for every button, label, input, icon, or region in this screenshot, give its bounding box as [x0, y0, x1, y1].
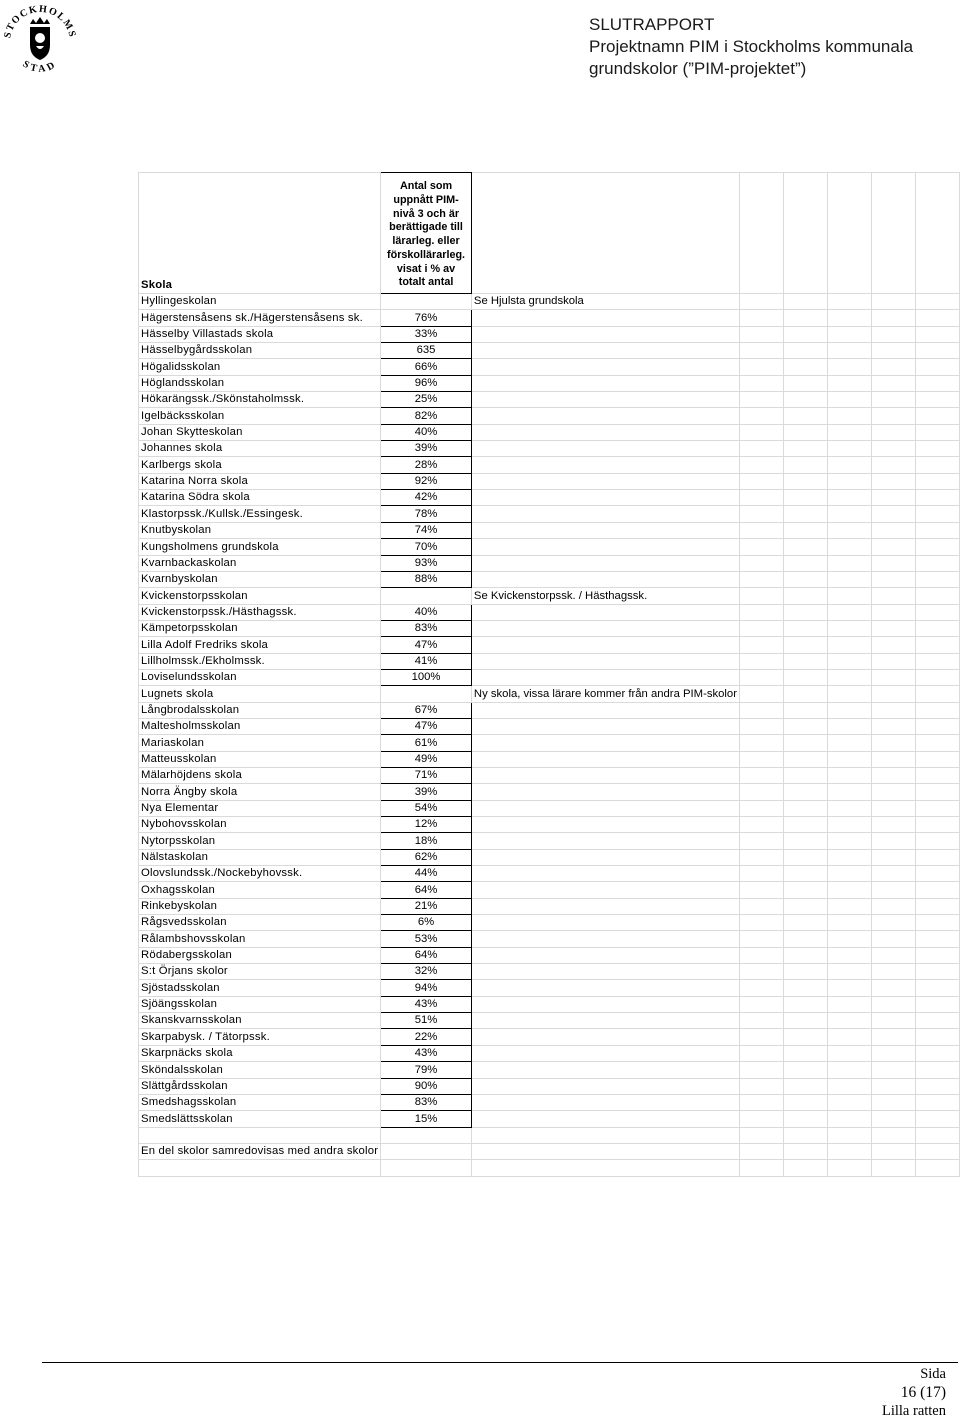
- school-name-cell: Höglandsskolan: [139, 375, 381, 391]
- school-name-cell: Smedslättsskolan: [139, 1111, 381, 1127]
- pim-value-cell: 40%: [381, 424, 472, 440]
- pim-value-cell: 100%: [381, 669, 472, 685]
- footnote-row: [139, 1143, 960, 1159]
- school-name-cell: Maltesholmsskolan: [139, 718, 381, 734]
- school-name-cell: Kungsholmens grundskola: [139, 539, 381, 555]
- school-name-cell: Sjöängsskolan: [139, 996, 381, 1012]
- school-name-cell: Lilla Adolf Fredriks skola: [139, 637, 381, 653]
- table-row: [139, 555, 960, 571]
- column-header-value: Antal som uppnått PIM-nivå 3 och är berättigade till lärarleg. eller förskollärarleg. visat i % av totalt antal: [381, 173, 472, 294]
- spacer-row: [139, 1160, 960, 1176]
- svg-text:STOCKHOLMS: STOCKHOLMS: [2, 3, 78, 40]
- school-name-cell: Långbrodalsskolan: [139, 702, 381, 718]
- footer-page-label: Sida: [920, 1366, 946, 1382]
- school-name-cell: Mariaskolan: [139, 735, 381, 751]
- table-row: [139, 424, 960, 440]
- pim-value-cell: 90%: [381, 1078, 472, 1094]
- table-header-row: [139, 173, 960, 294]
- pim-value-cell: [381, 686, 472, 702]
- school-name-cell: Hässelby Villastads skola: [139, 326, 381, 342]
- table-row: [139, 408, 960, 424]
- school-name-cell: Rödabergsskolan: [139, 947, 381, 963]
- table-row: [139, 604, 960, 620]
- school-name-cell: Högalidsskolan: [139, 359, 381, 375]
- school-pim-table: [138, 172, 960, 1177]
- table-row: [139, 915, 960, 931]
- pim-value-cell: 70%: [381, 539, 472, 555]
- table-row: [139, 571, 960, 587]
- pim-value-cell: 32%: [381, 964, 472, 980]
- school-name-cell: Johan Skytteskolan: [139, 424, 381, 440]
- table-row: [139, 735, 960, 751]
- pim-value-cell: 88%: [381, 571, 472, 587]
- pim-value-cell: 44%: [381, 866, 472, 882]
- school-name-cell: Rålambshovsskolan: [139, 931, 381, 947]
- pim-value-cell: 51%: [381, 1013, 472, 1029]
- pim-value-cell: 71%: [381, 767, 472, 783]
- pim-value-cell: 40%: [381, 604, 472, 620]
- table-row: [139, 849, 960, 865]
- pim-value-cell: [381, 294, 472, 310]
- footer-author: Lilla ratten: [881, 1403, 946, 1419]
- pim-value-cell: 47%: [381, 718, 472, 734]
- table-row: [139, 539, 960, 555]
- school-name-cell: Hägerstensåsens sk./Hägerstensåsens sk.: [139, 310, 381, 326]
- pim-value-cell: 94%: [381, 980, 472, 996]
- pim-value-cell: 39%: [381, 441, 472, 457]
- school-name-cell: Kämpetorpsskolan: [139, 620, 381, 636]
- table-row: [139, 898, 960, 914]
- table-row: [139, 1078, 960, 1094]
- table-row: [139, 996, 960, 1012]
- table-row: [139, 1062, 960, 1078]
- table-row: [139, 375, 960, 391]
- table-row: [139, 473, 960, 489]
- pim-value-cell: 76%: [381, 310, 472, 326]
- pim-value-cell: 64%: [381, 947, 472, 963]
- school-name-cell: Hässelbygårdsskolan: [139, 343, 381, 359]
- pim-value-cell: 67%: [381, 702, 472, 718]
- pim-value-cell: 635: [381, 343, 472, 359]
- footer-divider: [42, 1362, 958, 1363]
- school-name-cell: Slättgårdsskolan: [139, 1078, 381, 1094]
- pim-value-cell: 53%: [381, 931, 472, 947]
- table-row: [139, 1111, 960, 1127]
- school-name-cell: Skarpnäcks skola: [139, 1045, 381, 1061]
- pim-value-cell: 43%: [381, 996, 472, 1012]
- school-name-cell: Loviselundsskolan: [139, 669, 381, 685]
- pim-value-cell: 61%: [381, 735, 472, 751]
- table-row: [139, 310, 960, 326]
- footer-page-number: 16 (17): [900, 1383, 946, 1401]
- table-row: [139, 686, 960, 702]
- table-row: [139, 457, 960, 473]
- table-footnote: En del skolor samredovisas med andra skolor: [139, 1143, 381, 1159]
- school-name-cell: Rågsvedsskolan: [139, 915, 381, 931]
- table-row: [139, 980, 960, 996]
- table-row: [139, 702, 960, 718]
- stockholms-stad-logo: [0, 0, 80, 80]
- school-name-cell: Sköndalsskolan: [139, 1062, 381, 1078]
- school-name-cell: Kvickenstorpssk./Hästhagssk.: [139, 604, 381, 620]
- school-name-cell: Nytorpsskolan: [139, 833, 381, 849]
- pim-value-cell: 83%: [381, 620, 472, 636]
- note-cell: Ny skola, vissa lärare kommer från andra PIM-skolor: [471, 686, 739, 702]
- school-pim-table-sheet: [138, 172, 960, 1177]
- pim-value-cell: 82%: [381, 408, 472, 424]
- pim-value-cell: 93%: [381, 555, 472, 571]
- table-row: [139, 800, 960, 816]
- table-row: [139, 637, 960, 653]
- table-row: [139, 620, 960, 636]
- school-name-cell: Norra Ängby skola: [139, 784, 381, 800]
- pim-value-cell: 18%: [381, 833, 472, 849]
- school-name-cell: Kvarnbyskolan: [139, 571, 381, 587]
- school-name-cell: Skanskvarnsskolan: [139, 1013, 381, 1029]
- school-name-cell: Lugnets skola: [139, 686, 381, 702]
- table-row: [139, 718, 960, 734]
- school-name-cell: Nybohovsskolan: [139, 817, 381, 833]
- table-row: [139, 833, 960, 849]
- pim-value-cell: 78%: [381, 506, 472, 522]
- pim-value-cell: 15%: [381, 1111, 472, 1127]
- table-row: [139, 522, 960, 538]
- table-row: [139, 947, 960, 963]
- school-name-cell: Hökarängssk./Skönstaholmssk.: [139, 392, 381, 408]
- project-name-line2: grundskolor (”PIM-projektet”): [589, 59, 807, 78]
- school-name-cell: Rinkebyskolan: [139, 898, 381, 914]
- project-name-line1: Projektnamn PIM i Stockholms kommunala: [589, 37, 914, 56]
- pim-value-cell: 28%: [381, 457, 472, 473]
- school-name-cell: Matteusskolan: [139, 751, 381, 767]
- column-header-school: Skola: [139, 173, 381, 294]
- school-name-cell: Sjöstadsskolan: [139, 980, 381, 996]
- pim-value-cell: 33%: [381, 326, 472, 342]
- table-row: [139, 506, 960, 522]
- pim-value-cell: 43%: [381, 1045, 472, 1061]
- pim-value-cell: 21%: [381, 898, 472, 914]
- school-name-cell: Mälarhöjdens skola: [139, 767, 381, 783]
- table-row: [139, 751, 960, 767]
- table-row: [139, 490, 960, 506]
- pim-value-cell: 12%: [381, 817, 472, 833]
- pim-value-cell: 83%: [381, 1094, 472, 1110]
- table-row: [139, 326, 960, 342]
- pim-value-cell: 41%: [381, 653, 472, 669]
- pim-value-cell: 62%: [381, 849, 472, 865]
- table-row: [139, 294, 960, 310]
- table-row: [139, 964, 960, 980]
- school-name-cell: Karlbergs skola: [139, 457, 381, 473]
- school-name-cell: Hyllingeskolan: [139, 294, 381, 310]
- pim-value-cell: 64%: [381, 882, 472, 898]
- table-row: [139, 866, 960, 882]
- school-name-cell: Nya Elementar: [139, 800, 381, 816]
- pim-value-cell: 66%: [381, 359, 472, 375]
- school-name-cell: Oxhagsskolan: [139, 882, 381, 898]
- pim-value-cell: 54%: [381, 800, 472, 816]
- svg-text:STAD: STAD: [20, 58, 60, 76]
- spacer-row: [139, 1127, 960, 1143]
- table-row: [139, 588, 960, 604]
- pim-value-cell: 6%: [381, 915, 472, 931]
- school-name-cell: Igelbäcksskolan: [139, 408, 381, 424]
- table-row: [139, 767, 960, 783]
- school-name-cell: Katarina Norra skola: [139, 473, 381, 489]
- table-row: [139, 653, 960, 669]
- pim-value-cell: 96%: [381, 375, 472, 391]
- table-row: [139, 359, 960, 375]
- table-row: [139, 931, 960, 947]
- school-name-cell: Skarpabysk. / Tätorpssk.: [139, 1029, 381, 1045]
- pim-value-cell: 39%: [381, 784, 472, 800]
- pim-value-cell: 22%: [381, 1029, 472, 1045]
- page-footer: [882, 1365, 946, 1421]
- school-name-cell: Nälstaskolan: [139, 849, 381, 865]
- table-row: [139, 343, 960, 359]
- report-header: [589, 14, 913, 80]
- school-name-cell: Johannes skola: [139, 441, 381, 457]
- school-name-cell: Kvarnbackaskolan: [139, 555, 381, 571]
- school-name-cell: Lillholmssk./Ekholmssk.: [139, 653, 381, 669]
- pim-value-cell: 79%: [381, 1062, 472, 1078]
- pim-value-cell: 25%: [381, 392, 472, 408]
- school-name-cell: Klastorpssk./Kullsk./Essingesk.: [139, 506, 381, 522]
- table-row: [139, 392, 960, 408]
- table-row: [139, 1029, 960, 1045]
- pim-value-cell: 92%: [381, 473, 472, 489]
- note-cell: Se Hjulsta grundskola: [471, 294, 739, 310]
- pim-value-cell: 49%: [381, 751, 472, 767]
- table-row: [139, 882, 960, 898]
- logo-crown-shield: [30, 17, 50, 60]
- pim-value-cell: 74%: [381, 522, 472, 538]
- report-title: SLUTRAPPORT: [589, 15, 715, 34]
- pim-value-cell: [381, 588, 472, 604]
- school-name-cell: Kvickenstorpsskolan: [139, 588, 381, 604]
- pim-value-cell: 42%: [381, 490, 472, 506]
- school-name-cell: Katarina Södra skola: [139, 490, 381, 506]
- pim-value-cell: 47%: [381, 637, 472, 653]
- school-name-cell: S:t Örjans skolor: [139, 964, 381, 980]
- table-row: [139, 817, 960, 833]
- table-row: [139, 441, 960, 457]
- school-name-cell: Knutbyskolan: [139, 522, 381, 538]
- school-name-cell: Olovslundssk./Nockebyhovssk.: [139, 866, 381, 882]
- table-row: [139, 1094, 960, 1110]
- school-name-cell: Smedshagsskolan: [139, 1094, 381, 1110]
- table-row: [139, 1045, 960, 1061]
- table-row: [139, 784, 960, 800]
- table-row: [139, 1013, 960, 1029]
- note-cell: Se Kvickenstorpssk. / Hästhagssk.: [471, 588, 739, 604]
- table-row: [139, 669, 960, 685]
